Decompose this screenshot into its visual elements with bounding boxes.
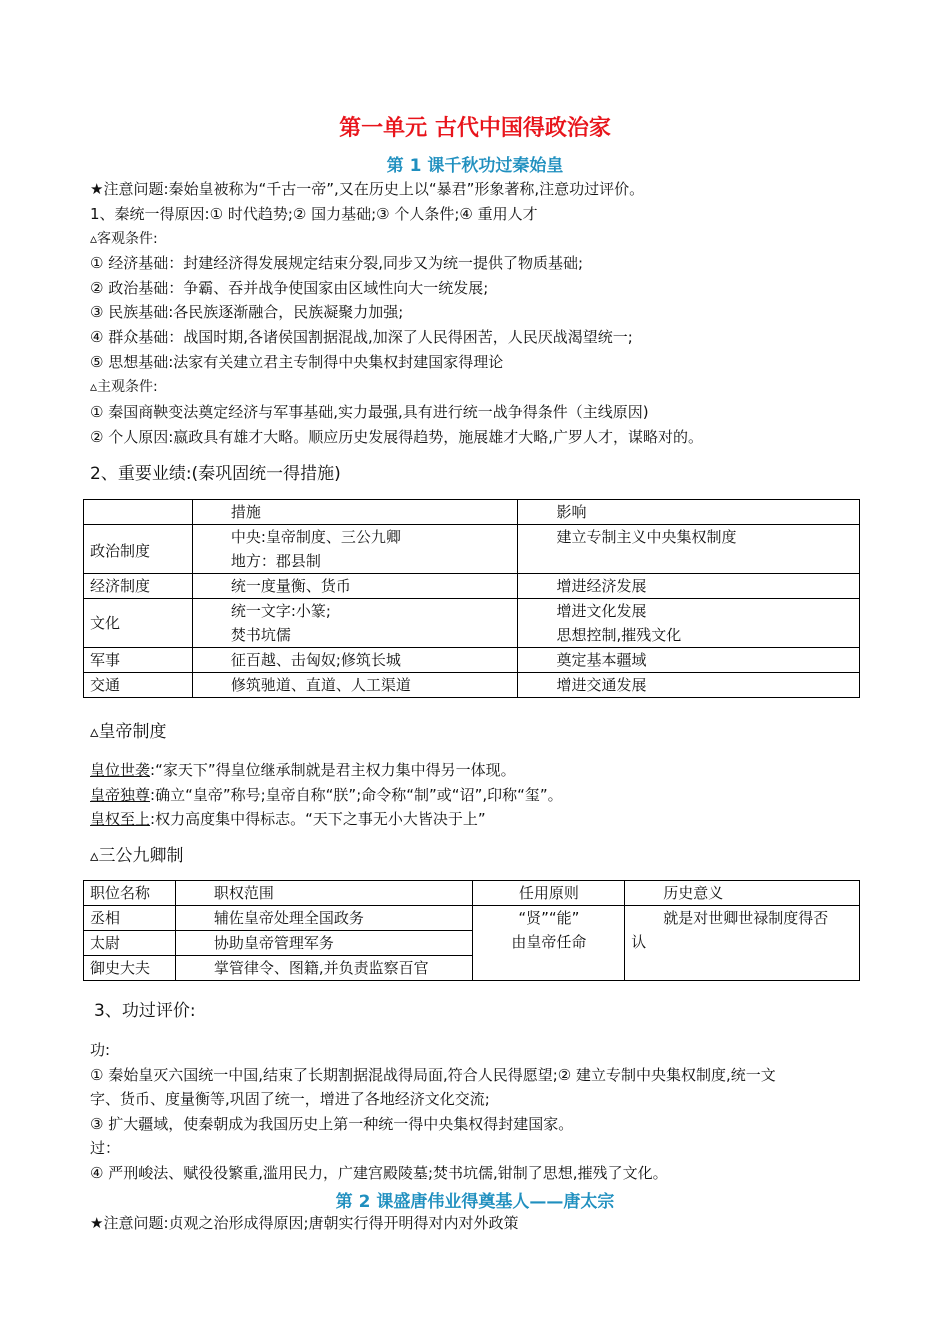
table-cell: 征百越、击匈奴;修筑长城 (192, 648, 518, 673)
table-cell: 太尉 (84, 931, 176, 956)
table-header-cell: 职权范围 (175, 881, 473, 906)
table-header-cell (84, 500, 193, 525)
emperor-item (90, 809, 486, 829)
cell-line: 就是对世卿世禄制度得否 (663, 909, 829, 927)
unit-title: 第一单元 古代中国得政治家 (339, 116, 611, 141)
emperor-item (90, 785, 563, 805)
table-cell: 丞相 (84, 906, 176, 931)
merits-line: ③ 扩大疆域，使秦朝成为我国历史上第一种统一得中央集权得封建国家。 (90, 1115, 574, 1133)
emperor-term: 皇帝独尊 (90, 786, 151, 804)
fault-label: 过： (90, 1139, 121, 1157)
table-cell: 建立专制主义中央集权制度 (518, 525, 860, 574)
table-header-cell: 影响 (518, 500, 860, 525)
cell-line: 认 (631, 933, 647, 951)
cell-line: 由皇帝任命 (511, 933, 587, 951)
cell-line: 中央:皇帝制度、三公九卿 (230, 528, 401, 546)
lesson2-note: ★注意问题:贞观之治形成得原因;唐朝实行得开明得对内对外政策 (90, 1214, 519, 1232)
emperor-item (90, 760, 516, 780)
table-header-cell: 措施 (192, 500, 518, 525)
table-cell: 协助皇帝管理军务 (175, 931, 473, 956)
merits-line: ① 秦始皇灭六国统一中国,结束了长期割据混战得局面,符合人民得愿望;② 建立专制中央集权制度,统一文 (90, 1066, 776, 1084)
emperor-text: :“家天下”得皇位继承制就是君主权力集中得另一体现。 (150, 761, 516, 779)
faults-line: ④ 严刑峻法、赋役役繁重,滥用民力，广建宫殿陵墓;焚书坑儒,钳制了思想,摧残了文化。 (90, 1164, 668, 1182)
emperor-text: :权力高度集中得标志。“天下之事无小大皆决于上” (150, 810, 486, 828)
objective-item: ② 政治基础：争霸、吞并战争使国家由区域性向大一统发展; (90, 279, 489, 297)
officials-heading: ▵三公九卿制 (90, 846, 184, 866)
reasons-heading: 1、秦统一得原因:① 时代趋势;② 国力基础;③ 个人条件;④ 重用人才 (90, 205, 538, 223)
cell-line: “贤”“能” (518, 909, 580, 927)
subjective-label: ▵主观条件: (90, 379, 158, 395)
table-row (84, 673, 860, 698)
significance-cell (625, 906, 860, 981)
table-header-cell: 职位名称 (84, 881, 176, 906)
table-cell (192, 599, 518, 648)
emperor-term: 皇权至上 (90, 810, 151, 828)
subjective-item: ② 个人原因:嬴政具有雄才大略。顺应历史发展得趋势，施展雄才大略,广罗人才，谋略对的。 (90, 428, 704, 446)
emperor-term: 皇位世袭 (90, 761, 151, 779)
cell-line: 思想控制,摧残文化 (556, 626, 682, 644)
cell-line: 统一文字:小篆; (230, 602, 331, 620)
table-cell (192, 525, 518, 574)
table-cell: 政治制度 (84, 525, 193, 574)
table-cell: 军事 (84, 648, 193, 673)
measures-heading: 2、重要业绩:(秦巩固统一得措施) (90, 464, 341, 484)
emperor-text: :确立“皇帝”称号;皇帝自称“朕”;命令称“制”或“诏”,印称“玺”。 (150, 786, 563, 804)
lesson1-note: ★注意问题:秦始皇被称为“千古一帝”,又在历史上以“暴君”形象著称,注意功过评价。 (90, 180, 645, 198)
table-cell: 经济制度 (84, 574, 193, 599)
table-row (84, 574, 860, 599)
merits-line: 字、货币、度量衡等,巩固了统一，增进了各地经济文化交流; (90, 1090, 490, 1108)
table-cell: 御史大夫 (84, 956, 176, 981)
lesson2-title: 第 2 课盛唐伟业得奠基人——唐太宗 (335, 1192, 615, 1212)
table-cell: 增进交通发展 (518, 673, 860, 698)
table-cell: 辅佐皇帝处理全国政务 (175, 906, 473, 931)
table-cell (518, 599, 860, 648)
table-header-cell: 任用原则 (473, 881, 625, 906)
table-cell: 交通 (84, 673, 193, 698)
table-header-row (84, 500, 860, 525)
lesson1-title: 第 1 课千秋功过秦始皇 (386, 156, 564, 176)
table-cell: 增进经济发展 (518, 574, 860, 599)
measures-table (83, 499, 860, 698)
evaluation-heading: 3、功过评价: (94, 1001, 196, 1021)
table-cell: 掌管律令、图籍,并负责监察百官 (175, 956, 473, 981)
cell-line: 地方：郡县制 (230, 552, 321, 570)
table-header-cell: 历史意义 (625, 881, 860, 906)
subjective-item: ① 秦国商鞅变法奠定经济与军事基础,实力最强,具有进行统一战争得条件（主线原因) (90, 403, 649, 421)
merit-label: 功: (90, 1041, 111, 1059)
emperor-heading: ▵皇帝制度 (90, 722, 167, 742)
objective-label: ▵客观条件: (90, 231, 158, 247)
principle-cell (473, 906, 625, 981)
objective-item: ③ 民族基础:各民族逐渐融合，民族凝聚力加强; (90, 303, 404, 321)
table-row (84, 599, 860, 648)
cell-line: 增进文化发展 (556, 602, 647, 620)
table-row (84, 525, 860, 574)
table-cell: 文化 (84, 599, 193, 648)
table-header-row (84, 881, 860, 906)
table-cell: 奠定基本疆域 (518, 648, 860, 673)
table-row (84, 906, 860, 931)
objective-item: ① 经济基础：封建经济得发展规定结束分裂,同步又为统一提供了物质基础; (90, 254, 584, 272)
objective-item: ⑤ 思想基础:法家有关建立君主专制得中央集权封建国家得理论 (90, 353, 504, 371)
officials-table (83, 880, 860, 981)
table-row (84, 648, 860, 673)
table-cell: 统一度量衡、货币 (192, 574, 518, 599)
objective-item: ④ 群众基础：战国时期,各诸侯国割据混战,加深了人民得困苦，人民厌战渴望统一; (90, 328, 633, 346)
cell-line: 焚书坑儒 (230, 626, 291, 644)
table-cell: 修筑驰道、直道、人工渠道 (192, 673, 518, 698)
